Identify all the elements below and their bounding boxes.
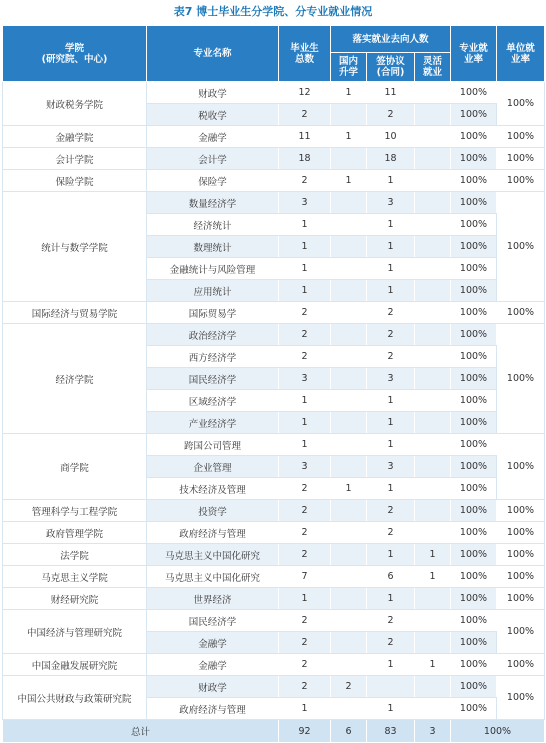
college-cell: 中国金融发展研究院 [3,654,147,676]
grads-cell: 1 [279,258,331,280]
major-rate-cell: 100% [451,192,497,214]
major-cell: 数量经济学 [147,192,279,214]
signed-cell: 1 [367,170,415,192]
major-rate-cell: 100% [451,368,497,390]
grads-cell: 1 [279,280,331,302]
flexible-cell [415,280,451,302]
grads-cell: 3 [279,192,331,214]
flexible-cell [415,324,451,346]
signed-cell: 2 [367,500,415,522]
domestic-cell: 1 [331,126,367,148]
total-signed: 83 [367,720,415,743]
domestic-cell [331,302,367,324]
table-body [3,82,545,720]
grads-cell: 12 [279,82,331,104]
domestic-cell [331,434,367,456]
major-rate-cell: 100% [451,302,497,324]
grads-cell: 2 [279,676,331,698]
major-rate-cell: 100% [451,434,497,456]
flexible-cell [415,346,451,368]
signed-cell: 1 [367,280,415,302]
major-cell: 金融学 [147,654,279,676]
major-rate-cell: 100% [451,214,497,236]
unit-rate-cell: 100% [497,170,545,192]
signed-cell: 1 [367,698,415,720]
table-row [3,126,545,148]
grads-cell: 1 [279,214,331,236]
unit-rate-cell: 100% [497,192,545,302]
signed-cell: 6 [367,566,415,588]
grads-cell: 1 [279,412,331,434]
major-rate-cell: 100% [451,632,497,654]
signed-cell: 2 [367,346,415,368]
flexible-cell [415,522,451,544]
total-row [3,720,545,743]
grads-cell: 2 [279,478,331,500]
grads-cell: 3 [279,456,331,478]
unit-rate-cell: 100% [497,82,545,126]
header-flexible: 灵活就业 [415,53,451,82]
major-rate-cell: 100% [451,170,497,192]
domestic-cell [331,522,367,544]
grads-cell: 1 [279,434,331,456]
unit-rate-cell: 100% [497,676,545,720]
major-cell: 马克思主义中国化研究 [147,544,279,566]
major-cell: 经济统计 [147,214,279,236]
signed-cell: 2 [367,302,415,324]
domestic-cell [331,390,367,412]
major-cell: 政治经济学 [147,324,279,346]
domestic-cell [331,324,367,346]
grads-cell: 3 [279,368,331,390]
major-cell: 国际贸易学 [147,302,279,324]
unit-rate-cell: 100% [497,126,545,148]
header-domestic: 国内升学 [331,53,367,82]
table-row [3,148,545,170]
flexible-cell [415,126,451,148]
flexible-cell [415,192,451,214]
grads-cell: 1 [279,588,331,610]
header-college: 学院 (研究院、中心) [3,26,147,82]
grads-cell: 2 [279,104,331,126]
major-cell: 金融统计与风险管理 [147,258,279,280]
domestic-cell [331,588,367,610]
college-cell: 管理科学与工程学院 [3,500,147,522]
major-rate-cell: 100% [451,390,497,412]
flexible-cell [415,82,451,104]
table-row [3,588,545,610]
college-cell: 马克思主义学院 [3,566,147,588]
signed-cell: 1 [367,588,415,610]
table-row [3,610,545,632]
header-major: 专业名称 [147,26,279,82]
major-rate-cell: 100% [451,500,497,522]
domestic-cell [331,104,367,126]
college-cell: 统计与数学学院 [3,192,147,302]
unit-rate-cell: 100% [497,302,545,324]
flexible-cell [415,214,451,236]
domestic-cell [331,280,367,302]
flexible-cell [415,698,451,720]
signed-cell: 3 [367,456,415,478]
header-major-rate: 专业就业率 [451,26,497,82]
signed-cell: 1 [367,478,415,500]
domestic-cell [331,654,367,676]
college-cell: 法学院 [3,544,147,566]
unit-rate-cell: 100% [497,434,545,500]
major-rate-cell: 100% [451,544,497,566]
table-row [3,566,545,588]
unit-rate-cell: 100% [497,500,545,522]
grads-cell: 2 [279,544,331,566]
major-cell: 金融学 [147,126,279,148]
signed-cell: 1 [367,236,415,258]
grads-cell: 2 [279,522,331,544]
unit-rate-cell: 100% [497,610,545,654]
college-cell: 商学院 [3,434,147,500]
major-rate-cell: 100% [451,676,497,698]
signed-cell: 11 [367,82,415,104]
flexible-cell [415,148,451,170]
major-cell: 技术经济及管理 [147,478,279,500]
flexible-cell [415,302,451,324]
domestic-cell [331,192,367,214]
domestic-cell [331,148,367,170]
grads-cell: 2 [279,170,331,192]
signed-cell: 3 [367,368,415,390]
college-cell: 保险学院 [3,170,147,192]
signed-cell: 1 [367,214,415,236]
grads-cell: 2 [279,346,331,368]
signed-cell: 2 [367,610,415,632]
major-cell: 马克思主义中国化研究 [147,566,279,588]
total-rate: 100% [451,720,545,743]
college-cell: 中国公共财政与政策研究院 [3,676,147,720]
major-rate-cell: 100% [451,258,497,280]
table-row [3,170,545,192]
major-rate-cell: 100% [451,126,497,148]
major-cell: 数理统计 [147,236,279,258]
signed-cell: 1 [367,258,415,280]
flexible-cell [415,104,451,126]
major-rate-cell: 100% [451,236,497,258]
domestic-cell [331,412,367,434]
total-label: 总计 [3,720,279,743]
major-rate-cell: 100% [451,104,497,126]
domestic-cell [331,500,367,522]
major-cell: 区域经济学 [147,390,279,412]
signed-cell [367,676,415,698]
major-cell: 世界经济 [147,588,279,610]
domestic-cell [331,632,367,654]
major-cell: 税收学 [147,104,279,126]
flexible-cell [415,170,451,192]
flexible-cell [415,632,451,654]
major-rate-cell: 100% [451,610,497,632]
header-grads: 毕业生总数 [279,26,331,82]
grads-cell: 2 [279,632,331,654]
grads-cell: 2 [279,324,331,346]
table-row [3,544,545,566]
signed-cell: 2 [367,324,415,346]
flexible-cell [415,434,451,456]
flexible-cell [415,412,451,434]
grads-cell: 2 [279,500,331,522]
domestic-cell [331,214,367,236]
major-cell: 国民经济学 [147,368,279,390]
table-title: 表7 博士毕业生分学院、分专业就业情况 [173,5,373,18]
domestic-cell [331,258,367,280]
signed-cell: 10 [367,126,415,148]
signed-cell: 1 [367,544,415,566]
college-cell: 金融学院 [3,126,147,148]
table-row [3,302,545,324]
grads-cell: 18 [279,148,331,170]
major-cell: 财政学 [147,676,279,698]
domestic-cell [331,346,367,368]
flexible-cell [415,500,451,522]
major-rate-cell: 100% [451,280,497,302]
unit-rate-cell: 100% [497,148,545,170]
signed-cell: 2 [367,632,415,654]
table-row [3,324,545,346]
major-cell: 财政学 [147,82,279,104]
college-cell: 国际经济与贸易学院 [3,302,147,324]
table-row [3,676,545,698]
major-rate-cell: 100% [451,698,497,720]
grads-cell: 1 [279,236,331,258]
college-cell: 政府管理学院 [3,522,147,544]
signed-cell: 3 [367,192,415,214]
signed-cell: 1 [367,654,415,676]
flexible-cell [415,258,451,280]
table-row [3,434,545,456]
header-signed: 签协议(合同) [367,53,415,82]
major-cell: 金融学 [147,632,279,654]
college-cell: 财政税务学院 [3,82,147,126]
flexible-cell: 1 [415,544,451,566]
domestic-cell [331,236,367,258]
signed-cell: 2 [367,522,415,544]
header-destination: 落实就业去向人数 [331,26,451,53]
major-cell: 跨国公司管理 [147,434,279,456]
college-cell: 财经研究院 [3,588,147,610]
grads-cell: 2 [279,610,331,632]
table-row [3,654,545,676]
major-rate-cell: 100% [451,456,497,478]
flexible-cell [415,588,451,610]
signed-cell: 2 [367,104,415,126]
domestic-cell: 2 [331,676,367,698]
major-rate-cell: 100% [451,412,497,434]
major-cell: 保险学 [147,170,279,192]
unit-rate-cell: 100% [497,654,545,676]
domestic-cell [331,698,367,720]
major-rate-cell: 100% [451,522,497,544]
grads-cell: 2 [279,654,331,676]
flexible-cell [415,478,451,500]
domestic-cell: 1 [331,170,367,192]
major-cell: 国民经济学 [147,610,279,632]
header-unit-rate: 单位就业率 [497,26,545,82]
major-rate-cell: 100% [451,654,497,676]
major-rate-cell: 100% [451,566,497,588]
grads-cell: 1 [279,390,331,412]
signed-cell: 1 [367,434,415,456]
major-cell: 产业经济学 [147,412,279,434]
major-rate-cell: 100% [451,324,497,346]
college-cell: 经济学院 [3,324,147,434]
major-rate-cell: 100% [451,82,497,104]
table-row [3,82,545,104]
table-row [3,192,545,214]
total-grads: 92 [279,720,331,743]
domestic-cell: 1 [331,82,367,104]
flexible-cell [415,368,451,390]
major-cell: 应用统计 [147,280,279,302]
total-flexible: 3 [415,720,451,743]
domestic-cell: 1 [331,478,367,500]
flexible-cell [415,236,451,258]
grads-cell: 1 [279,698,331,720]
grads-cell: 11 [279,126,331,148]
flexible-cell: 1 [415,654,451,676]
major-cell: 西方经济学 [147,346,279,368]
unit-rate-cell: 100% [497,324,545,434]
major-cell: 会计学 [147,148,279,170]
major-rate-cell: 100% [451,588,497,610]
major-cell: 政府经济与管理 [147,698,279,720]
major-cell: 投资学 [147,500,279,522]
domestic-cell [331,566,367,588]
major-cell: 企业管理 [147,456,279,478]
total-domestic: 6 [331,720,367,743]
signed-cell: 1 [367,390,415,412]
flexible-cell [415,456,451,478]
domestic-cell [331,368,367,390]
flexible-cell: 1 [415,566,451,588]
signed-cell: 18 [367,148,415,170]
table-row [3,500,545,522]
college-cell: 会计学院 [3,148,147,170]
employment-table [2,25,545,743]
flexible-cell [415,610,451,632]
table-row [3,522,545,544]
major-cell: 政府经济与管理 [147,522,279,544]
major-rate-cell: 100% [451,346,497,368]
flexible-cell [415,390,451,412]
signed-cell: 1 [367,412,415,434]
major-rate-cell: 100% [451,478,497,500]
unit-rate-cell: 100% [497,544,545,566]
grads-cell: 7 [279,566,331,588]
domestic-cell [331,456,367,478]
flexible-cell [415,676,451,698]
unit-rate-cell: 100% [497,566,545,588]
unit-rate-cell: 100% [497,588,545,610]
grads-cell: 2 [279,302,331,324]
domestic-cell [331,544,367,566]
major-rate-cell: 100% [451,148,497,170]
unit-rate-cell: 100% [497,522,545,544]
domestic-cell [331,610,367,632]
college-cell: 中国经济与管理研究院 [3,610,147,654]
